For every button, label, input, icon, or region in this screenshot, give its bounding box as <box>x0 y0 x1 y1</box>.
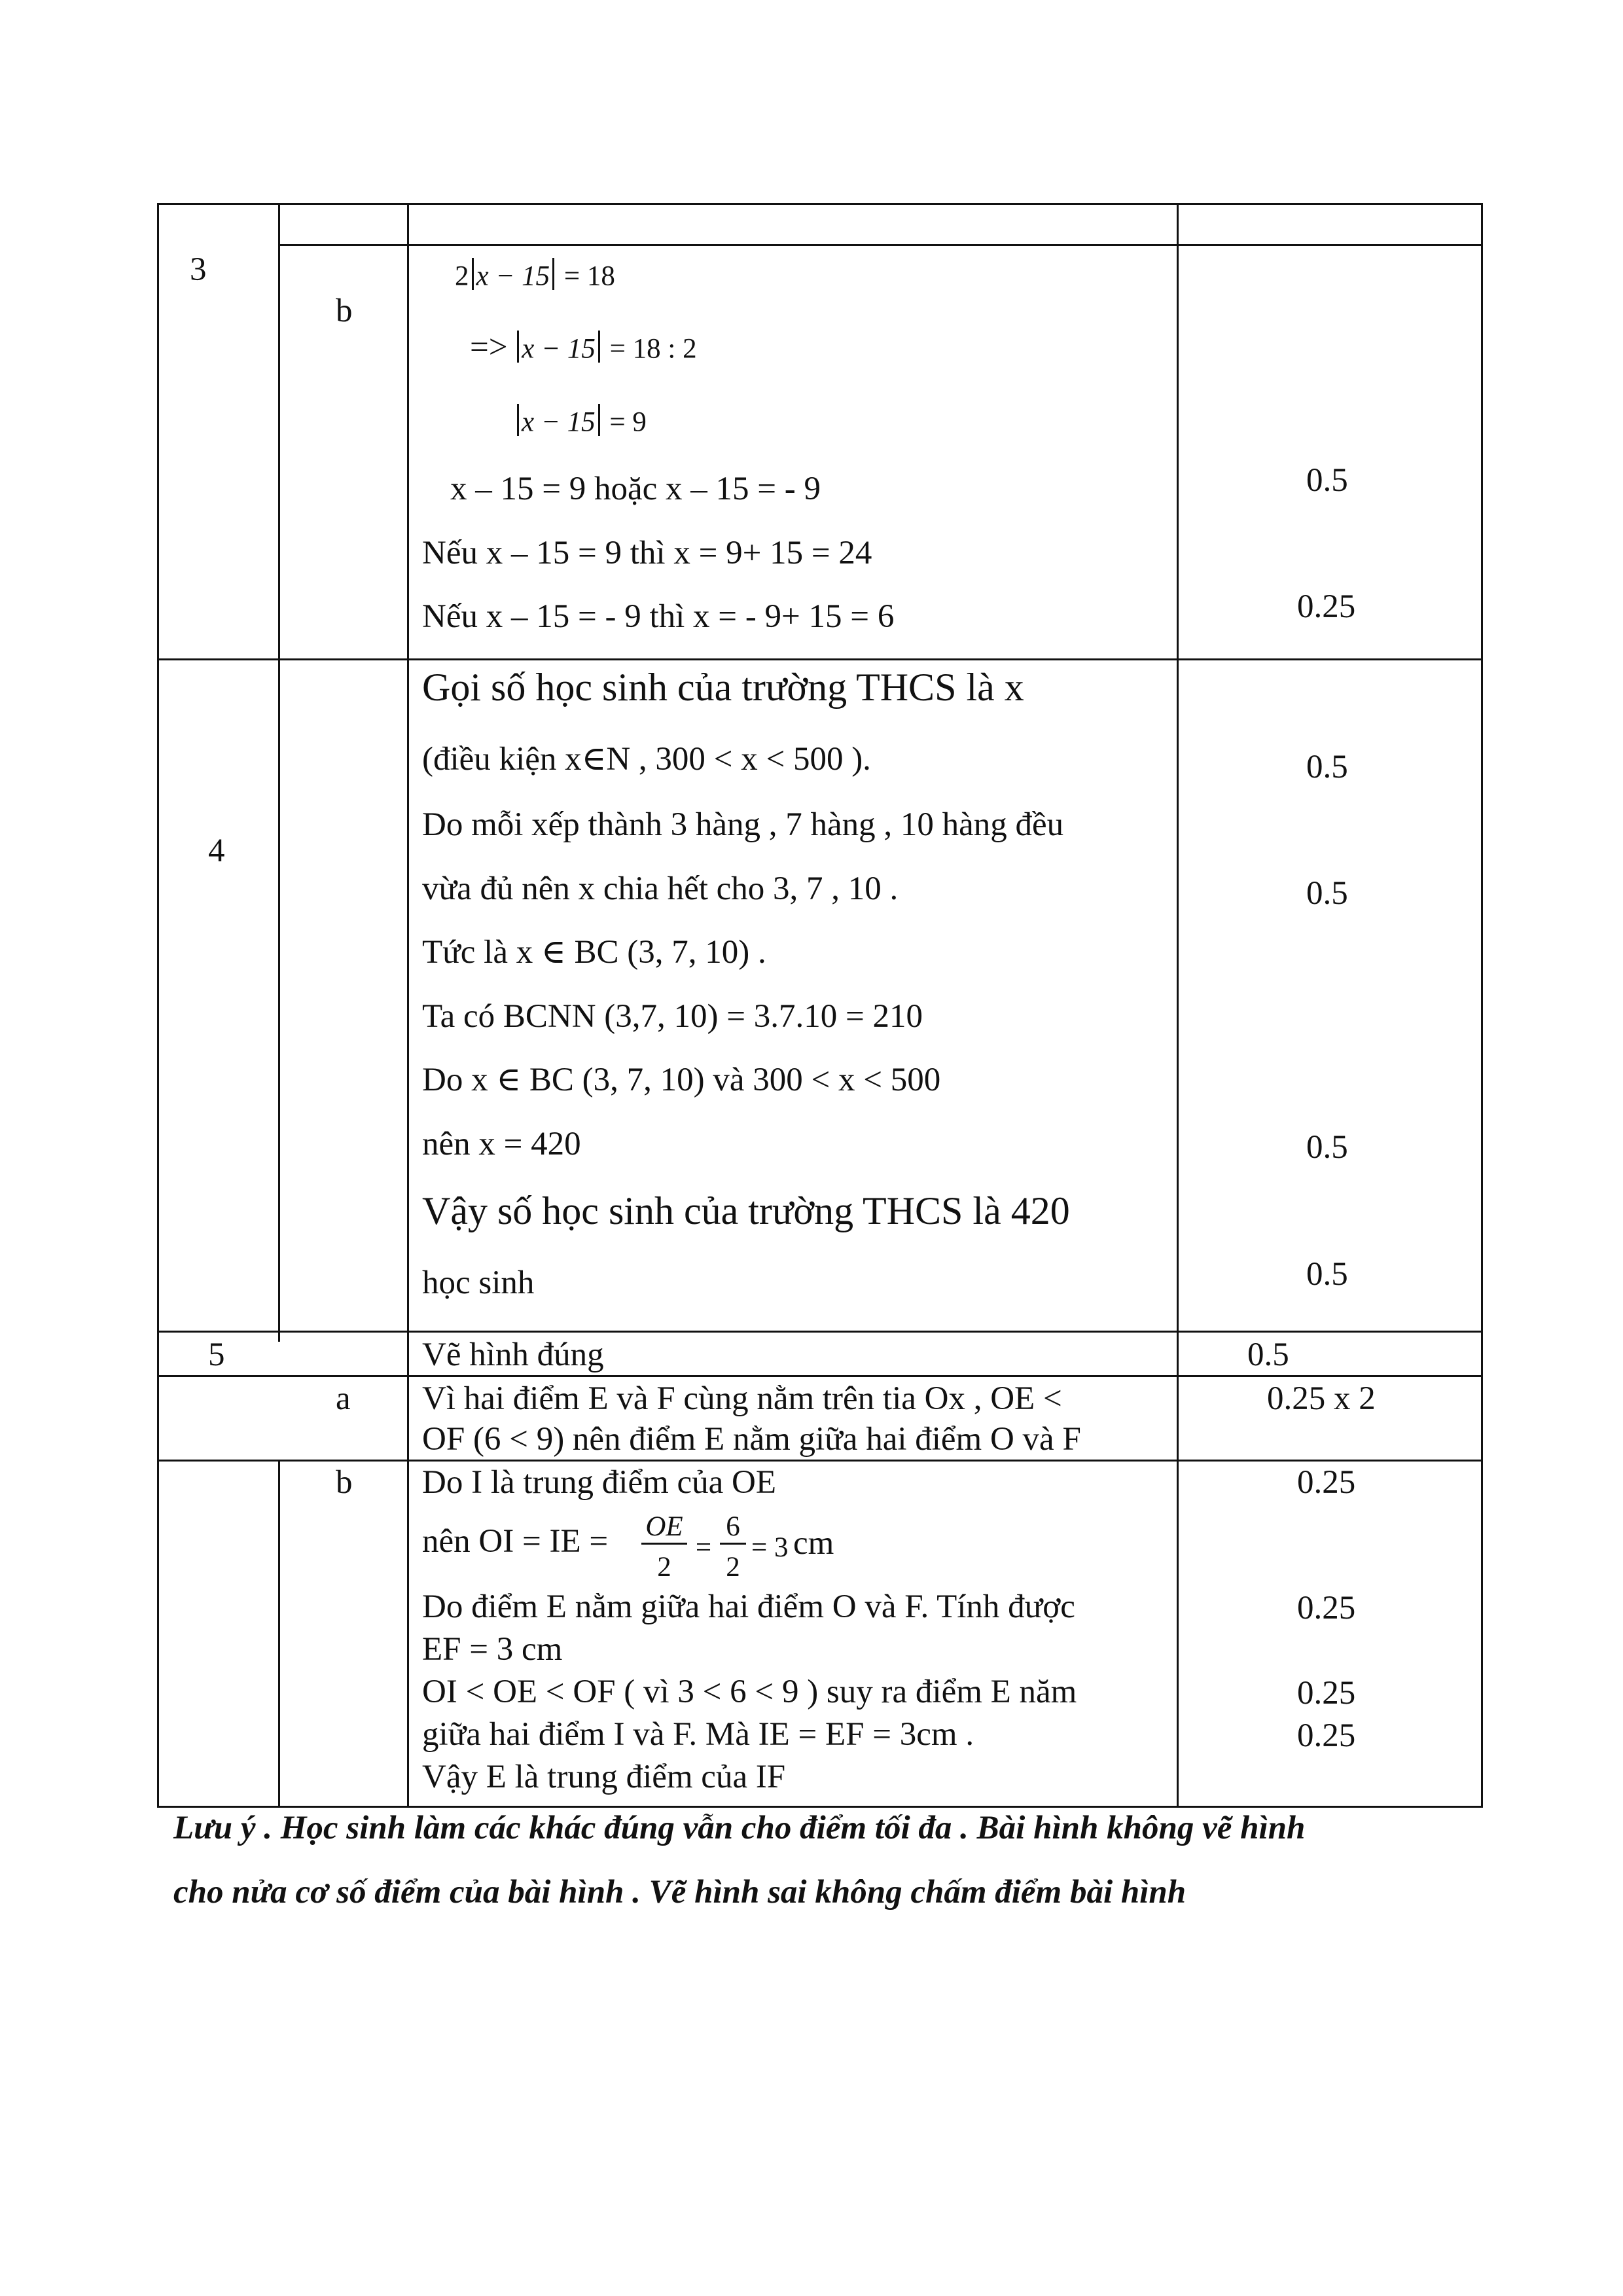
table-divider-col1-lower <box>278 1460 280 1808</box>
text-line: Tức là x ∈ BC (3, 7, 10) . <box>422 934 766 971</box>
abs-bar <box>598 331 600 363</box>
text-line: Nếu x – 15 = - 9 thì x = - 9+ 15 = 6 <box>422 598 895 635</box>
text-line: OF (6 < 9) nên điểm E nằm giữa hai điểm O và F <box>422 1421 1081 1458</box>
text-line: Do x ∈ BC (3, 7, 10) và 300 < x < 500 <box>422 1062 941 1098</box>
score: 0.25 <box>1297 1717 1356 1754</box>
table-divider-col2 <box>407 203 409 1808</box>
equals-sign: = <box>695 1532 712 1563</box>
equation-line: x − 15 = 9 <box>514 404 647 437</box>
abs-bar <box>598 404 600 436</box>
table-border-left <box>157 203 159 1808</box>
text-line: vừa đủ nên x chia hết cho 3, 7 , 10 . <box>422 870 899 907</box>
table-line-row5b <box>157 1460 1483 1462</box>
text-line: học sinh <box>422 1265 535 1301</box>
score: 0.25 <box>1297 1590 1356 1626</box>
abs-bar <box>472 258 474 290</box>
note-line: Lưu ý . Học sinh làm các khác đúng vẫn cho điểm tối đa . Bài hình không vẽ hình <box>173 1810 1306 1846</box>
score: 0.25 <box>1297 588 1356 625</box>
question-part: a <box>336 1380 351 1417</box>
text-line: EF = 3 cm <box>422 1631 563 1668</box>
table-border-top <box>157 203 1483 205</box>
note-line: cho nửa cơ số điểm của bài hình . Vẽ hình sai không chấm điểm bài hình <box>173 1874 1186 1910</box>
fraction-bar <box>720 1543 746 1545</box>
text-line: nên x = 420 <box>422 1126 581 1162</box>
table-divider-col3 <box>1177 203 1179 1808</box>
text-line: Ta có BCNN (3,7, 10) = 3.7.10 = 210 <box>422 998 923 1035</box>
score: 0.5 <box>1306 1256 1348 1293</box>
score: 0.25 x 2 <box>1267 1380 1376 1417</box>
fraction-denominator: 2 <box>657 1552 671 1583</box>
question-number: 3 <box>190 251 207 288</box>
unit-label: cm <box>793 1525 834 1562</box>
abs-bar <box>517 331 519 363</box>
fraction-numerator: 6 <box>726 1511 740 1542</box>
table-divider-col1-upper <box>278 203 280 1342</box>
question-part: b <box>336 1464 353 1501</box>
score: 0.5 <box>1306 462 1348 499</box>
table-border-right <box>1481 203 1483 1808</box>
table-border-bottom <box>157 1806 1483 1808</box>
text-line: Vẽ hình đúng <box>422 1336 604 1373</box>
table-line-header <box>278 244 1483 246</box>
question-number: 5 <box>208 1336 225 1373</box>
text-line: giữa hai điểm I và F. Mà IE = EF = 3cm . <box>422 1716 974 1753</box>
text-line: nên OI = IE = <box>422 1523 609 1560</box>
fraction-bar <box>641 1543 687 1545</box>
text-line: x – 15 = 9 hoặc x – 15 = - 9 <box>450 471 821 507</box>
text-line: Vậy E là trung điểm của IF <box>422 1759 786 1795</box>
table-line-row5 <box>157 1331 1483 1333</box>
score: 0.25 <box>1297 1464 1356 1501</box>
text-line: Gọi số học sinh của trường THCS là x <box>422 666 1024 709</box>
question-part: b <box>336 293 353 329</box>
text-line: Vậy số học sinh của trường THCS là 420 <box>422 1189 1070 1232</box>
text-line: Vì hai điểm E và F cùng nằm trên tia Ox , OE < <box>422 1380 1062 1417</box>
text-line: OI < OE < OF ( vì 3 < 6 < 9 ) suy ra điểm E năm <box>422 1674 1077 1710</box>
text-line: (điều kiện x∈N , 300 < x < 500 ). <box>422 741 871 778</box>
score: 0.5 <box>1247 1336 1289 1373</box>
text-line: Do I là trung điểm của OE <box>422 1464 777 1501</box>
equation-line: => x − 15 = 18 : 2 <box>470 329 697 366</box>
text-line: Do mỗi xếp thành 3 hàng , 7 hàng , 10 hàng đều <box>422 806 1064 843</box>
text-line: Do điểm E nằm giữa hai điểm O và F. Tính được <box>422 1588 1075 1625</box>
fraction-numerator: OE <box>645 1511 683 1542</box>
score: 0.5 <box>1306 1129 1348 1166</box>
question-number: 4 <box>208 833 225 869</box>
abs-bar <box>552 258 554 290</box>
text-line: Nếu x – 15 = 9 thì x = 9+ 15 = 24 <box>422 535 872 571</box>
table-line-row4 <box>157 658 1483 660</box>
abs-bar <box>517 404 519 436</box>
fraction-result: = 3 <box>751 1532 789 1563</box>
table-line-row5a <box>157 1375 1483 1377</box>
score: 0.5 <box>1306 875 1348 912</box>
equation-line: 2 x − 15 = 18 <box>455 258 615 291</box>
score: 0.5 <box>1306 749 1348 785</box>
score: 0.25 <box>1297 1675 1356 1712</box>
fraction-denominator: 2 <box>726 1552 740 1583</box>
